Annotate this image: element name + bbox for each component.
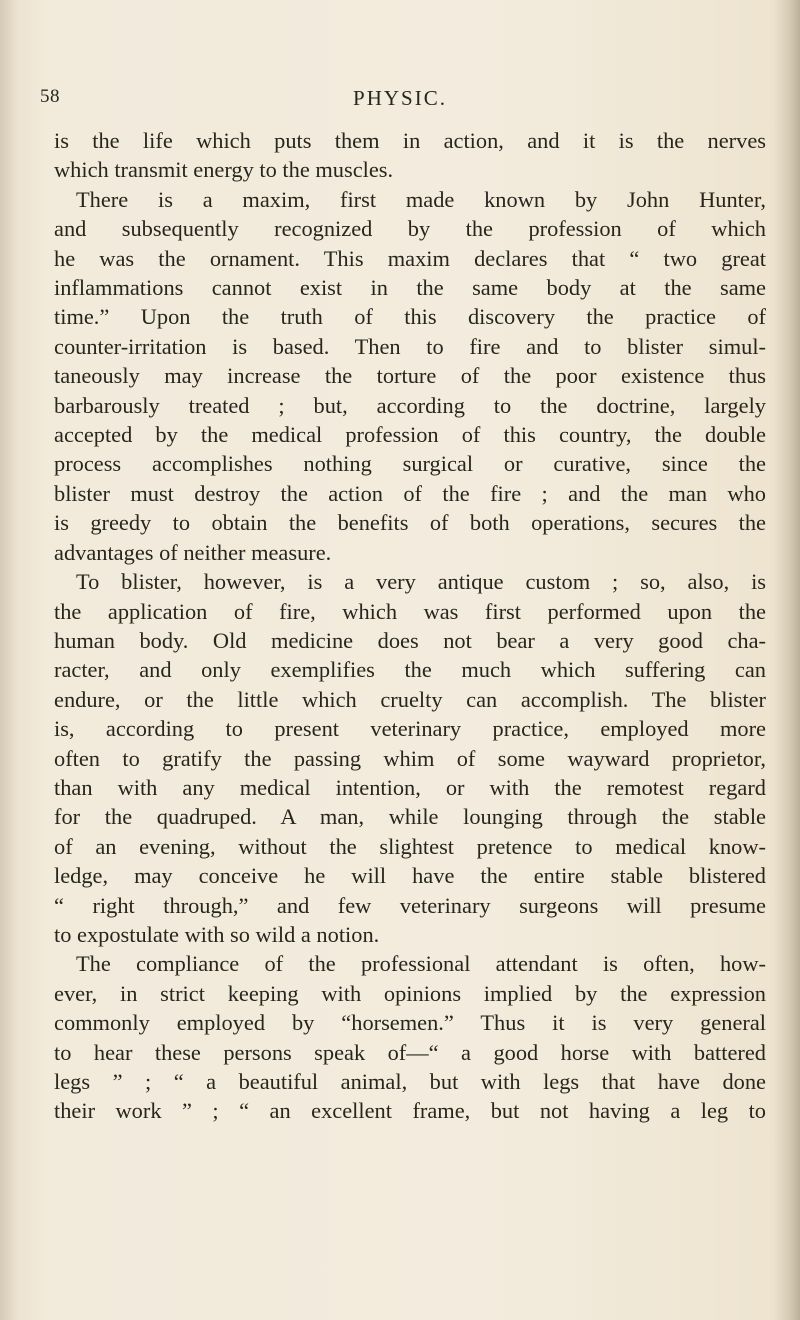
text-line: blister must destroy the action of the fire ; and the man who xyxy=(54,480,766,506)
text-line: racter, and only exemplifies the much which suffering can xyxy=(54,657,766,683)
text-line: There is a maxim, first made known by John Hunter, xyxy=(76,186,766,212)
text-line: human body. Old medicine does not bear a very good cha- xyxy=(54,627,766,653)
text-line: which transmit energy to the muscles. xyxy=(54,157,394,183)
text-line: To blister, however, is a very antique custom ; so, also, is xyxy=(76,569,766,595)
running-title: PHYSIC. xyxy=(353,86,447,110)
text-line: often to gratify the passing whim of some wayward proprietor, xyxy=(54,745,766,771)
page-edge-shadow xyxy=(774,0,800,1320)
text-line: accepted by the medical profession of this country, the double xyxy=(54,422,766,448)
text-line: is greedy to obtain the benefits of both operations, secures the xyxy=(54,510,766,536)
text-line: for the quadruped. A man, while lounging through the stable xyxy=(54,804,766,830)
text-line: barbarously treated ; but, according to the doctrine, largely xyxy=(54,392,766,418)
text-line: endure, or the little which cruelty can accomplish. The blister xyxy=(54,686,766,712)
text-line: is the life which puts them in action, and it is the nerves xyxy=(54,128,766,153)
text-line: legs ” ; “ a beautiful animal, but with legs that have done xyxy=(54,1069,766,1094)
text-line: counter-irritation is based. Then to fire and to blister simul- xyxy=(54,333,766,359)
text-line: The compliance of the professional attendant is often, how- xyxy=(76,951,766,977)
body-text xyxy=(54,126,766,1126)
text-line: “ right through,” and few veterinary surgeons will presume xyxy=(54,892,766,918)
text-line: ever, in strict keeping with opinions implied by the expression xyxy=(54,980,766,1006)
text-line: ledge, may conceive he will have the entire stable blistered xyxy=(54,863,766,889)
page-number: 58 xyxy=(40,86,60,107)
text-line: than with any medical intention, or with the remotest regard xyxy=(54,774,766,800)
gutter-shadow xyxy=(0,0,18,1320)
text-line: inflammations cannot exist in the same body at the same xyxy=(54,275,766,301)
text-line: commonly employed by “horsemen.” Thus it is very general xyxy=(54,1010,766,1036)
text-line: of an evening, without the slightest pretence to medical know- xyxy=(54,833,766,859)
text-line: time.” Upon the truth of this discovery the practice of xyxy=(54,304,766,330)
text-line: he was the ornament. This maxim declares that “ two great xyxy=(54,245,766,271)
text-line: to hear these persons speak of—“ a good horse with battered xyxy=(54,1039,766,1065)
text-line: the application of fire, which was first performed upon the xyxy=(54,598,766,624)
text-line: and subsequently recognized by the profession of which xyxy=(54,216,766,242)
text-line: advantages of neither measure. xyxy=(54,539,332,565)
text-line: their work ” ; “ an excellent frame, but not having a leg to xyxy=(54,1098,766,1124)
text-line: to expostulate with so wild a notion. xyxy=(54,921,380,947)
text-line: process accomplishes nothing surgical or curative, since the xyxy=(54,451,766,477)
text-line: is, according to present veterinary practice, employed more xyxy=(54,716,766,742)
text-line: taneously may increase the torture of the poor existence thus xyxy=(54,363,766,389)
